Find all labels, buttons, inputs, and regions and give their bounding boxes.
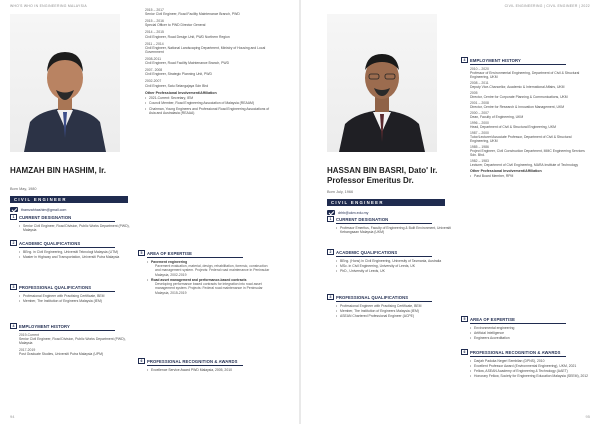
employment-entry: 2008 – 2011 Deputy Vice-Chancellor, Academic & International Affairs, UKM [470,80,565,89]
section-academic-qualifications [327,249,457,274]
section-number: 6 [461,349,468,355]
running-head: WHO'S WHO IN ENGINEERING MALAYSIA [10,4,87,8]
employment-entry: 2008-2011 Civil Engineer, Road Facility Maintenance Branch, PWD [145,57,230,66]
portrait-photo [10,14,120,152]
list-item: • ASEAN Chartered Professional Engineer (ACPE) [336,314,457,318]
section-title: AREA OF EXPERTISE [147,250,193,256]
section-title: CURRENT DESIGNATION [19,214,72,220]
section-title: EMPLOYMENT HISTORY [470,57,521,63]
section-number: 2 [327,249,334,255]
section-professional-qualifications [327,294,457,319]
list-item: • Artificial Intelligence [470,331,591,335]
section-title: PROFESSIONAL QUALIFICATIONS [336,294,409,300]
list-item: • Chairman, Young Engineers and Professional Road Engineering Associations of Asia and Australasia (REAAA) [145,107,273,116]
list-item: • Member, The Institution of Engineers Malaysia (IEM) [336,309,457,313]
role-bar: CIVIL ENGINEER [327,199,445,206]
employment-entry: 2001 – 2008 Director, Centre for Research & Innovation Management, UKM [470,100,565,109]
right-page [301,0,600,424]
left-page [0,0,299,424]
list-item: • Past Board Member, RPM [470,174,591,178]
section-title: EMPLOYMENT HISTORY [19,323,70,329]
list-item: • Senior Civil Engineer, Road Division, Public Works Department (PWD), Malaysia [19,224,138,233]
section-number: 3 [327,294,334,300]
page-number: 95 [585,414,590,419]
section-title: ACADEMIC QUALIFICATIONS [336,249,398,255]
employment-entry: 2002-2007 Civil Engineer, Satu Selangajaya Sdn Bhd [145,79,209,88]
section-number: 4 [10,323,17,329]
employment-entry: 2014 – 2015 Civil Engineer, Road Design Unit, PWD Northern Region [145,30,230,39]
section-title: AREA OF EXPERTISE [470,316,516,322]
employment-entry: 2017-2019 Post Graduate Studies, Universiti Putra Malaysia (UPM) [19,347,104,357]
list-item: • PhD., University of Leeds, UK [336,269,457,273]
page-number: 94 [10,414,15,419]
list-item: • Fellow, ASEAN Academy of Engineering & Technology (AAET) [470,369,591,373]
section-area-of-expertise [461,316,591,341]
list-item: • Professor Emeritus, Faculty of Engineering & Built Environment, Universiti Kebangsaan Malaysia (UKM) [336,226,457,235]
section-current-designation [10,214,138,233]
list-item: • MSc. in Civil Engineering, University of Leeds, UK [336,264,457,268]
expertise-item: • Pavement engineering Pavement evaluation, material, design, rehabilitation, forensic, construction and management system. Projects: Federal road maintenance in Peninsular Malaysia, 2002-2019 [147,260,274,277]
list-item: • Honorary Fellow, Society for Engineering Education Malaysia (SEEM), 2012 [470,374,591,378]
employment-entry: 2015 – 2017 Senior Civil Engineer, Road Facility Maintenance Branch, PWD [145,8,240,17]
list-item: • BEng. (Hons) in Civil Engineering, University of Tasmania, Australia [336,259,457,263]
portrait-photo [327,14,437,152]
list-item: • 2021-Current: Secretary, IEM [145,96,273,100]
list-item: • Professional Engineer with Practising Certificate, BEM [336,304,457,308]
email-icon [327,210,335,215]
employment-entry: 2000 – 2007 Dean, Faculty of Engineering, UKM [470,110,524,119]
section-number: 5 [138,250,145,256]
employment-entry: 1985 – 1986 Project Engineer, Civil Construction Department, MMC Engineering Services Sdn. Bhd. [470,144,585,157]
employment-entry: 2019-Current Senior Civil Engineer, Road Division, Public Works Department (PWD), Malaysia [19,332,126,346]
email-text[interactable]: drhb@ukm.edu.my [338,210,369,215]
list-item: • Council Member, Road Engineering Association of Malaysia (REAAM) [145,101,273,105]
list-item: • Professional Engineer with Practising Certificate, BEM [19,294,138,298]
email-row [327,210,368,215]
email-text[interactable]: thamzahhashim@gmail.com [21,207,67,212]
email-icon [10,207,18,212]
list-item: • Darjah Paduka Negeri Sembilan (DPNS), 2010 [470,359,591,363]
section-employment-history [461,57,591,179]
employment-entry: 1982 – 1983 Lecturer, Department of Civil Engineering, MARA Institute of Technology [470,158,579,167]
section-employment-history [10,323,138,358]
section-professional-qualifications [10,284,138,304]
section-number: 5 [461,316,468,322]
section-current-designation [327,216,457,235]
section-title: PROFESSIONAL RECOGNITION & AWARDS [147,358,238,364]
section-title: CURRENT DESIGNATION [336,216,389,222]
section-number: 2 [10,240,17,246]
list-item: • Engineers Accreditation [470,336,591,340]
employment-entry: 1996 – 2000 Head, Department of Civil & Structural Engineering, UKM [470,120,556,129]
profile-name: HASSAN BIN BASRI, Dato' Ir. Professor Emeritus Dr. [327,166,438,185]
section-title: PROFESSIONAL RECOGNITION & AWARDS [470,349,561,355]
list-item: • BEng. in Civil Engineering, Universiti Teknologi Malaysia (UTM) [19,250,138,254]
birth-date: Born May, 1980 [10,187,37,191]
section-number: 1 [10,214,17,220]
section-academic-qualifications [10,240,138,260]
employment-entry: 2007- 2008 Civil Engineer, Strategic Planning Unit, PWD [145,68,212,77]
expertise-item: • Road asset management and performance-based contracts Developing performance based contracts for integration into road asset management system. Projects: Federal road maintenance in Peninsular Malaysia, 2015-2019 [147,278,274,295]
section-area-of-expertise [138,250,274,296]
birth-date: Born July, 1966 [327,190,354,194]
employment-history-continued [145,8,273,116]
section-recognition-awards [138,358,274,373]
list-item: • Member, The Institution of Engineers Malaysia (IEM) [19,299,138,303]
section-number: 4 [461,57,468,63]
employment-entry: 2011 – 2014 Civil Engineer, National Landscaping Department, Ministry of Housing and Local Government [145,41,266,55]
section-number: 3 [10,284,17,290]
section-title: PROFESSIONAL QUALIFICATIONS [19,284,92,290]
other-involvement-title: Other Professional Involvement/Affiliation [145,90,217,95]
employment-entry: 2015 – 2016 Special Officer to PWD Director General [145,19,206,28]
role-bar: CIVIL ENGINEER [10,196,128,203]
section-title: ACADEMIC QUALIFICATIONS [19,240,81,246]
section-number: 1 [327,216,334,222]
list-item: • Excellent Professor Award (Environmental Engineering), UKM, 2021 [470,364,591,368]
employment-entry: 2005 Director, Centre for Corporate Planning & Communications, UKM [470,90,568,99]
employment-entry: 1987 – 2000 Tutor/Lecturer/Associate Professor, Department of Civil & Structural Engineering, UKM [470,130,572,143]
email-row [10,207,66,212]
employment-entry: 2010 – 2020 Professor of Environmental Engineering, Department of Civil & Structural Engineering, UKM [470,66,580,79]
list-item: • Environmental engineering [470,326,591,330]
list-item: • Excellence Service Award PWD Malaysia, 2005, 2010 [147,368,274,372]
other-involvement-title: Other Professional Involvement/Affiliation [470,168,542,173]
section-number: 6 [138,358,145,364]
profile-name: HAMZAH BIN HASHIM, Ir. [10,166,106,175]
list-item: • Master in Highway and Transportation, Universiti Putra Malaysia [19,255,138,259]
section-recognition-awards [461,349,591,379]
running-head: CIVIL ENGINEERING | CIVIL ENGINEER | 2022 [504,4,590,8]
